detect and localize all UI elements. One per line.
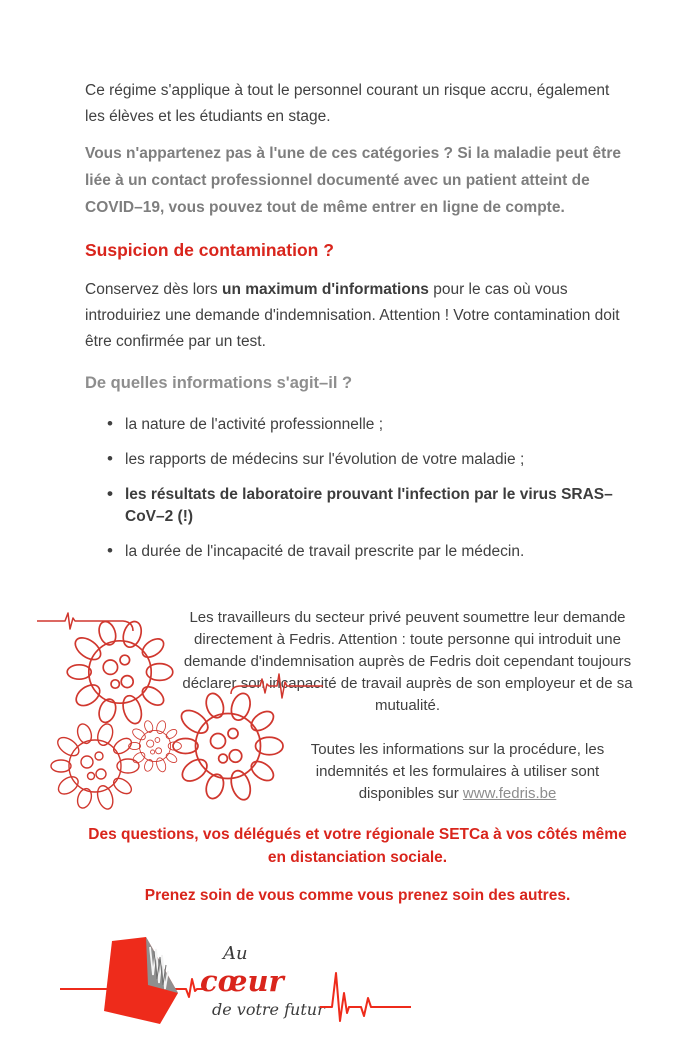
- virus-icon: [51, 722, 139, 811]
- callout-line-questions: Des questions, vos délégués et votre régionale SETCa à vos côtés même en distanciation sociale.: [88, 826, 627, 866]
- logo-word-coeur: cœur: [200, 964, 284, 998]
- page-content: [85, 78, 633, 1041]
- list-item: • la durée de l'incapacité de travail prescrite par le médecin.: [107, 541, 630, 563]
- virus-icon: [173, 691, 283, 802]
- setca-logo: [60, 931, 450, 1041]
- keep-info-pre: Conservez dès lors: [85, 281, 222, 298]
- keep-info-bold: un maximum d'informations: [221, 281, 429, 298]
- section-heading-suspicion: Suspicion de contamination ?: [85, 240, 334, 260]
- list-item: • les résultats de laboratoire prouvant l'infection par le virus SRAS–CoV–2 (!): [107, 484, 630, 528]
- keep-informations-paragraph: [85, 277, 630, 355]
- category-note-paragraph: Vous n'appartenez pas à l'une de ces catégories ? Si la maladie peut être liée à un contact professionnel documenté avec un patient atteint de COVID–19, vous pouvez tout de même entrer en ligne de compte.: [85, 145, 621, 216]
- coronavirus-doodle-illustration: [35, 607, 325, 812]
- logo-word-au: Au: [223, 943, 248, 964]
- virus-icon: [67, 619, 173, 726]
- heartbeat-ecg-icon: [320, 973, 411, 1021]
- callout-line-care: Prenez soin de vous comme vous prenez soin des autres.: [144, 887, 571, 904]
- fedris-info-paragraph: [285, 739, 630, 805]
- logo-gray-fold-icon: [146, 937, 178, 993]
- red-callout: [85, 823, 630, 907]
- ecg-line-icon: [37, 613, 133, 631]
- intro-paragraph: Ce régime s'applique à tout le personnel courant un risque accru, également les élèves et les étudiants en stage.: [85, 82, 610, 125]
- informations-list: [85, 414, 630, 563]
- keep-info-post: pour le cas où vous introduiriez une demande d'indemnisation. Attention ! Votre contamination doit être confirmée par un test.: [85, 281, 620, 350]
- fedris-section: [85, 607, 633, 807]
- list-item: • la nature de l'activité professionnelle ;: [107, 414, 630, 436]
- list-item: • les rapports de médecins sur l'évolution de votre maladie ;: [107, 449, 630, 471]
- logo-word-futur: de votre futur: [212, 1000, 325, 1019]
- fedris-paragraph: Les travailleurs du secteur privé peuvent soumettre leur demande directement à Fedris. Attention : toute personne qui introduit une demande d'indemnisation auprès de Fedris doit cependant toujours déclarer son incapacité de travail auprès de son employeur et de sa mutualité.: [182, 609, 633, 714]
- fedris-info-text: Toutes les informations sur la procédure, les indemnités et les formulaires à utiliser sont disponibles sur: [310, 741, 605, 802]
- section-heading-informations: De quelles informations s'agit–il ?: [85, 374, 353, 392]
- fedris-website-link[interactable]: www.fedris.be: [462, 785, 557, 802]
